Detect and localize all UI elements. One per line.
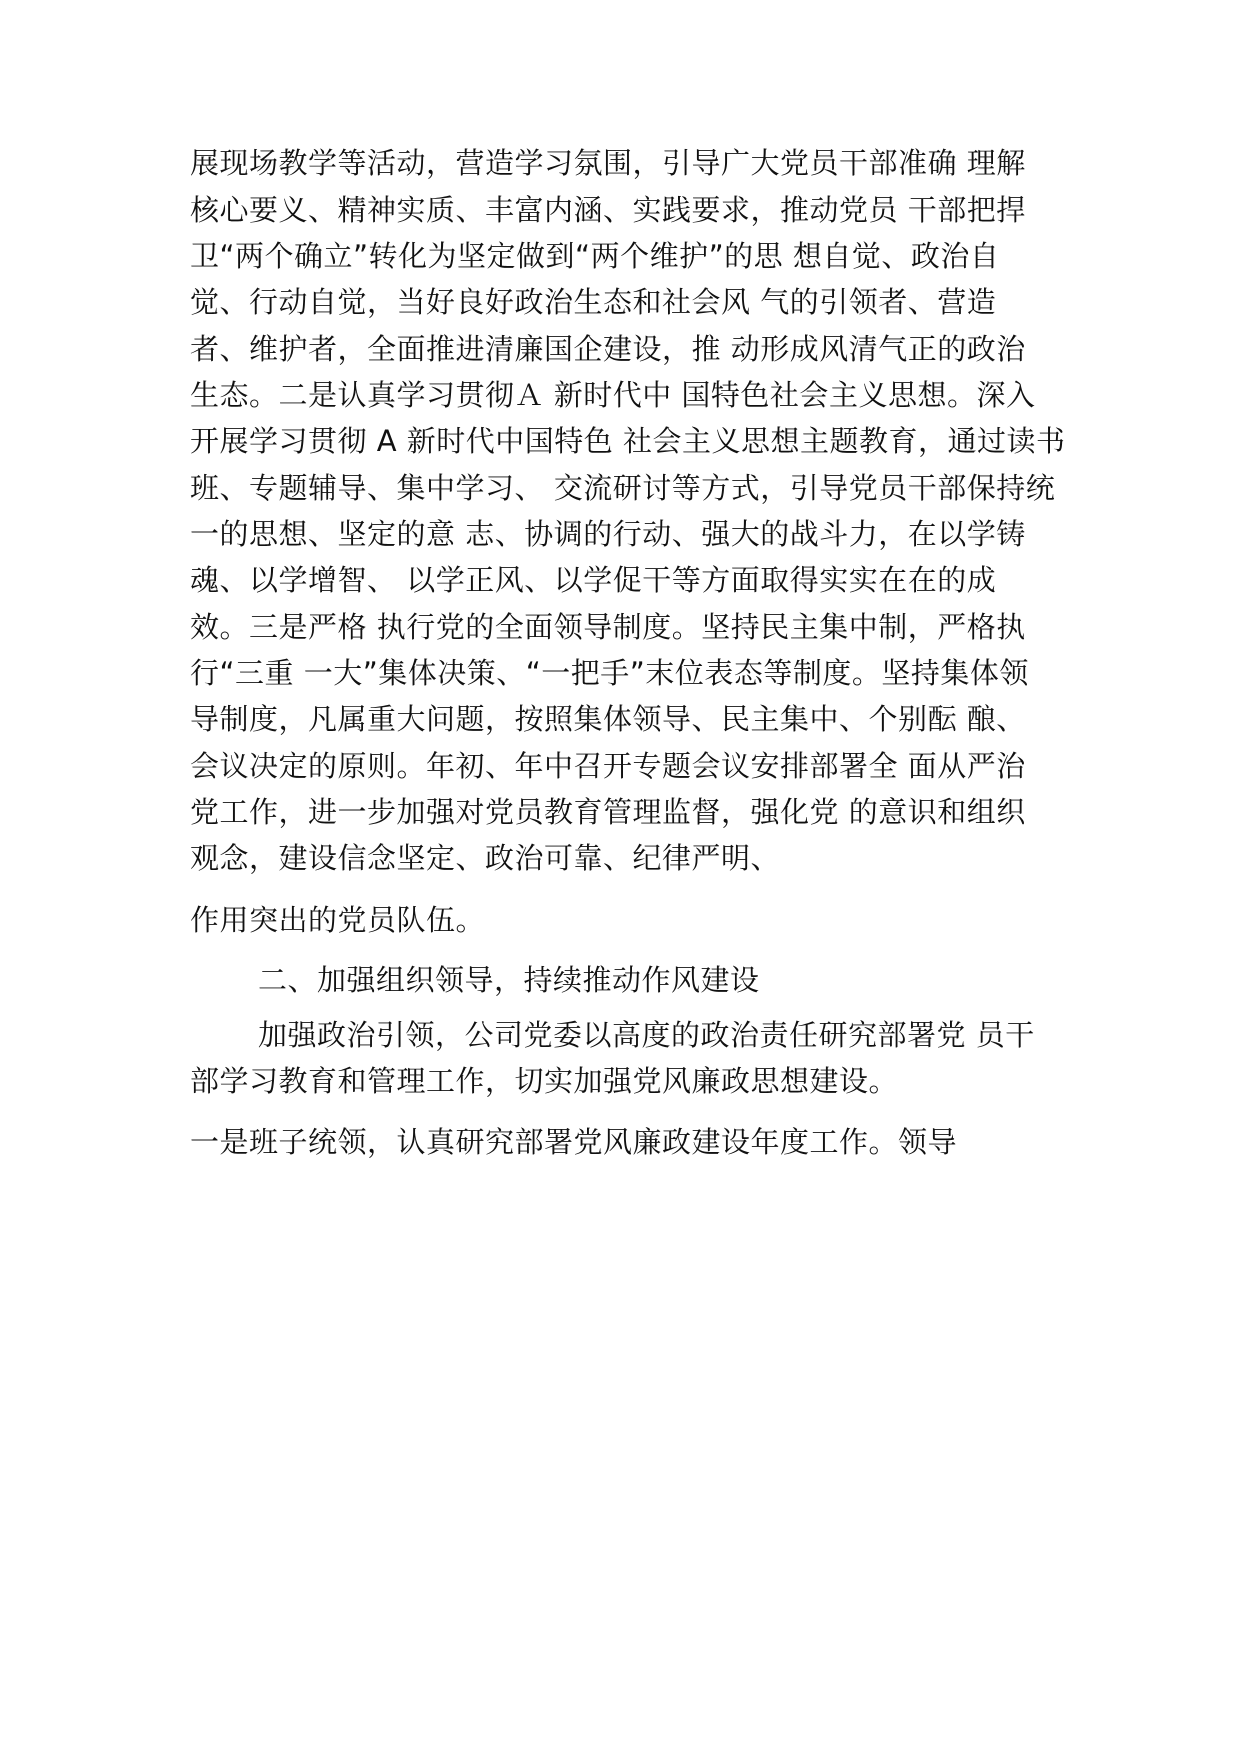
body-text-line: 魂、以学增智、 以学正风、以学促干等方面取得实实在在的成 [190,563,997,597]
body-text-line: 者、维护者，全面推进清廉国企建设，推 动形成风清气正的政治 [190,332,1026,366]
body-text-line: 部学习教育和管理工作，切实加强党风廉政思想建设。 [190,1064,899,1098]
body-text-line: 觉、行动自觉，当好良好政治生态和社会风 气的引领者、营造 [190,285,997,319]
body-text-line: 展现场教学等活动，营造学习氛围，引导广大党员干部准确 理解 [190,146,1026,180]
body-text-line: 行“三重 一大”集体决策、“一把手”末位表态等制度。坚持集体领 [190,656,1029,690]
section-heading: 二、加强组织领导，持续推动作风建设 [258,963,760,997]
body-text-line: 党工作，进一步加强对党员教育管理监督，强化党 的意识和组织 [190,795,1026,829]
paragraph-first-line: 加强政治引领，公司党委以高度的政治责任研究部署党 员干 [258,1018,1035,1052]
body-text-line: 效。三是严格 执行党的全面领导制度。坚持民主集中制，严格执 [190,610,1026,644]
body-text-line: 开展学习贯彻 A 新时代中国特色 社会主义思想主题教育，通过读书 [190,424,1066,458]
body-text-line: 导制度，凡属重大问题，按照集体领导、民主集中、个别酝 酿、 [190,702,1026,736]
body-text-line: 班、专题辅导、集中学习、 交流研讨等方式，引导党员干部保持统 [190,471,1056,505]
body-text-line: 一是班子统领，认真研究部署党风廉政建设年度工作。领导 [190,1125,958,1159]
body-text-line: 会议决定的原则。年初、年中召开专题会议安排部署全 面从严治 [190,749,1026,783]
body-text-line: 作用突出的党员队伍。 [190,903,486,937]
body-text-line: 生态。二是认真学习贯彻Ａ 新时代中 国特色社会主义思想。深入 [190,378,1036,412]
body-text-line: 一的思想、坚定的意 志、协调的行动、强大的战斗力，在以学铸 [190,517,1026,551]
body-text-line: 核心要义、精神实质、丰富内涵、实践要求，推动党员 干部把捍 [190,193,1026,227]
body-text-line: 卫“两个确立”转化为坚定做到“两个维护”的思 想自觉、政治自 [190,239,1000,273]
body-text-line: 观念，建设信念坚定、政治可靠、纪律严明、 [190,841,781,875]
